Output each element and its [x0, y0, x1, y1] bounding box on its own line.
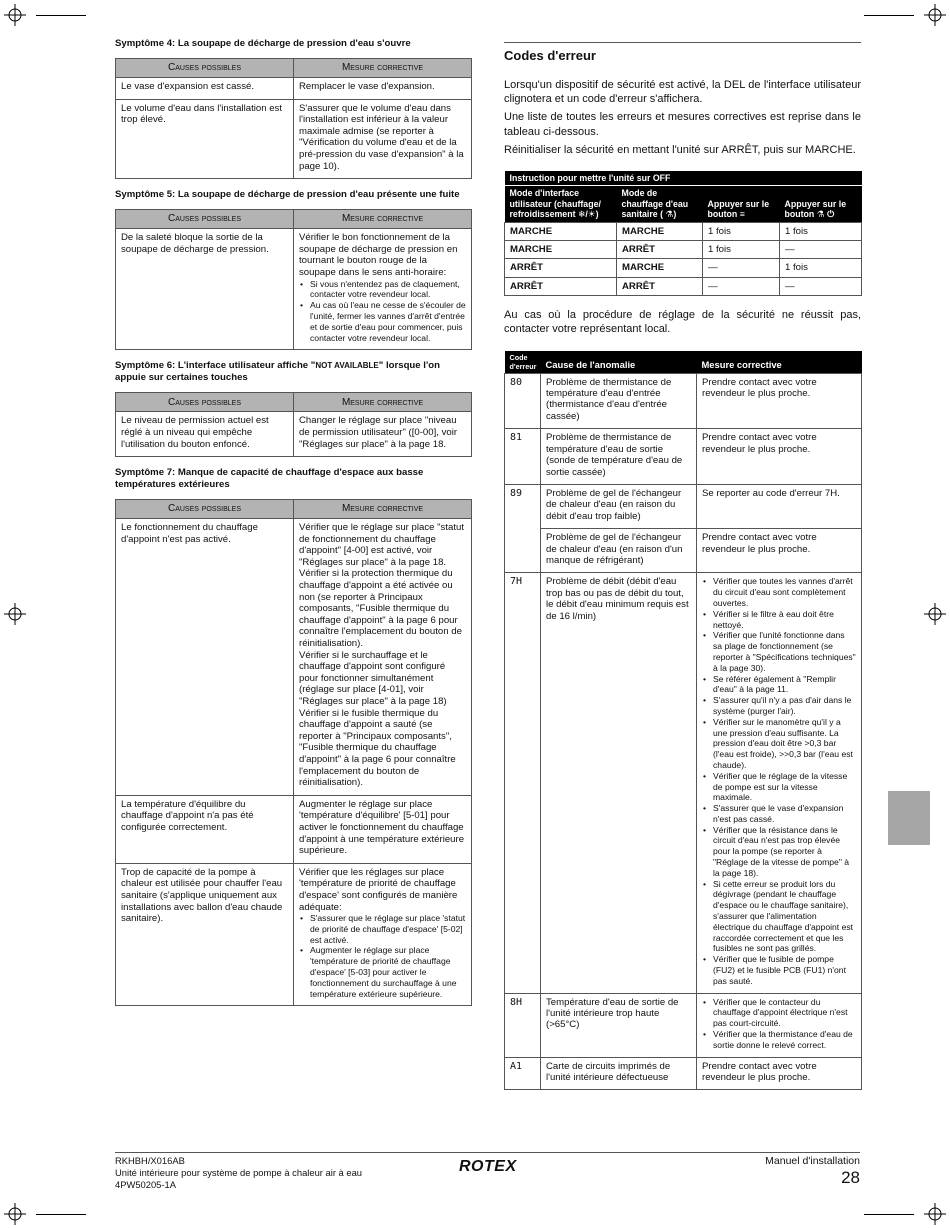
table-row: De la saleté bloque la sortie de la soupape de décharge de pression. Vérifier le bon fonctionnement de la soupape de décharge de pression en tournant le bouton rouge de la soupape dans le sens anti-horaire: • Si vous n'entendez pas de claquement, contacter votre revendeur local. • Au cas où l'eau ne cesse de s'écouler de l'unité, fermer les vannes d'arrêt d'entrée et de sortie d'eau pour commencer, puis contacter votre revendeur local. — [116, 229, 472, 350]
paragraph: Au cas où la procédure de réglage de la sécurité ne réussit pas, contacter votre représentant local. — [504, 309, 861, 336]
table-row: 8H Température d'eau de sortie de l'unité intérieure trop haute (>65°C) • Vérifier que le contacteur du chauffage d'appoint électrique n'est pas court-circuité. • Vérifier que la thermistance d'eau de sortie donne le relevé correct. — [505, 993, 862, 1057]
list-item: • Vérifier sur le manomètre qu'il y a une pression d'eau suffisante. La pression d'eau doit être >0,3 bar (l'eau est froide), >>0,3 bar (l'eau est chaude). — [702, 717, 856, 771]
table-row: ARRÊT ARRÊT — — — [505, 277, 862, 295]
page-number: 28 — [841, 1168, 860, 1187]
table-row: 81 Problème de thermistance de température d'eau de sortie (sonde de température d'eau de sortie cassée) Prendre contact avec votre revendeur le plus proche. — [505, 429, 862, 485]
list-item: • Vérifier que toutes les vannes d'arrêt du circuit d'eau sont complètement ouvertes. — [702, 576, 856, 608]
left-column — [115, 38, 471, 1016]
registration-mark-icon — [924, 603, 946, 625]
off-instruction-table: Instruction pour mettre l'unité sur OFF Mode d'interface utilisateur (chauffage/ refroidissement ❄/☀) Mode de chauffage d'eau sanitaire ( ⚗) Appuyer sur le bouton ≡ Appuyer sur le bouton ⚗ ⏻ MARCHE MARCHE 1 fois 1 fois MARCHE ARRÊT 1 fois — ARRÊT MARCHE — 1 fois ARRÊT ARRÊT — — — [504, 171, 862, 296]
footer-left — [115, 1155, 362, 1190]
list-item: • Vérifier si le filtre à eau doit être nettoyé. — [702, 609, 856, 631]
table-row: Le vase d'expansion est cassé. Remplacer le vase d'expansion. — [116, 78, 472, 100]
document-reference: 4PW50205-1A — [115, 1178, 176, 1190]
bullet-list — [299, 279, 466, 344]
list-item: • S'assurer que le vase d'expansion n'est pas cassé. — [702, 803, 856, 825]
col-header-fix: Mesure corrective — [294, 500, 472, 519]
symptom-5-title: Symptôme 5: La soupape de décharge de pression d'eau présente une fuite — [115, 189, 460, 201]
col-header-causes: Causes possibles — [116, 500, 294, 519]
table-row: ARRÊT MARCHE — 1 fois — [505, 259, 862, 277]
table-row: 80 Problème de thermistance de température d'eau d'entrée (thermistance d'eau d'entrée cassée) Prendre contact avec votre revendeur le plus proche. — [505, 373, 862, 429]
bullet-list — [702, 997, 856, 1051]
col-header-fix: Mesure corrective — [294, 210, 472, 229]
list-item: • Vérifier que l'unité fonctionne dans sa plage de fonctionnement (se reporter à "Spécifications techniques" à la page 30). — [702, 630, 856, 673]
table-row: Le fonctionnement du chauffage d'appoint n'est pas activé. Vérifier que le réglage sur place "statut de fonctionnement du chauffage d'appoint" [4-00] est activé, voir "Réglages sur place" à la page 18. Vérifier si la protection thermique du chauffage d'appoint a été activée ou non (se reporter à Principaux composants, "Fusible thermique du chauffage d'appoint" à la page 6 pour connaître l'emplacement du bouton de réinitialisation). Vérifier si le surchauffage et le chauffage d'appoint sont configuré pour fonctionner simultanément (réglage sur place [4-01], voir "Réglages sur place" à la page 18) Vérifier si le fusible thermique du chauffage d'appoint a sauté (se reporter à "Principaux composants", "Fusible thermique du chauffage d'appoint" à la page 6 pour connaître l'emplacement du bouton de réinitialisation). — [116, 519, 472, 796]
paragraph: Réinitialiser la sécurité en mettant l'unité sur ARRÊT, puis sur MARCHE. — [504, 143, 856, 156]
footer-right — [765, 1155, 860, 1188]
table-row: A1 Carte de circuits imprimés de l'unité intérieure défectueuse Prendre contact avec votre revendeur le plus proche. — [505, 1057, 862, 1090]
list-item: • Vérifier que la thermistance d'eau de sortie donne le relevé correct. — [702, 1029, 856, 1051]
section-title: Codes d'erreur — [504, 42, 861, 64]
paragraph: Lorsqu'un dispositif de sécurité est activé, la DEL de l'interface utilisateur clignotera et un code d'erreur s'affichera. — [504, 79, 861, 106]
table-row: MARCHE ARRÊT 1 fois — — [505, 241, 862, 259]
chapter-thumb-tab — [888, 791, 930, 845]
symptom-6-title: Symptôme 6: L'interface utilisateur affiche "NOT AVAILABLE" lorsque l'on appuie sur certaines touches — [115, 360, 440, 384]
table-row: Le volume d'eau dans l'installation est trop élevé. S'assurer que le volume d'eau dans l'installation est inférieur à la valeur maximale admise (se reporter à "Vérification du volume d'eau et de la pré-pression du vase d'expansion" à la page 10). — [116, 99, 472, 179]
symptom-4-table — [115, 58, 472, 179]
registration-mark-icon — [4, 1203, 26, 1225]
symptom-7-title: Symptôme 7: Manque de capacité de chauffage d'espace aux basse températures extérieures — [115, 467, 424, 491]
table-row: La température d'équilibre du chauffage d'appoint n'a pas été configurée correctement. Augmenter le réglage sur place 'température d'équilibre' [5-01] pour activer le fonctionnement du chauffage d'appoint à une température extérieure supérieure. — [116, 795, 472, 863]
rotex-logo: ROTEX — [459, 1158, 517, 1175]
list-item: • Vérifier que le réglage de la vitesse de pompe est sur la vitesse maximale. — [702, 771, 856, 803]
list-item: • Vérifier que le fusible de pompe (FU2) et le fusible PCB (FU1) n'ont pas sauté. — [702, 954, 856, 986]
manual-title: Manuel d'installation — [765, 1155, 860, 1167]
list-item: • Si vous n'entendez pas de claquement, contacter votre revendeur local. — [299, 279, 466, 301]
col-header-causes: Causes possibles — [116, 393, 294, 412]
table-row: 7H Problème de débit (débit d'eau trop bas ou pas de débit du tout, le débit d'eau minimum requis est de 16 l/min) • Vérifier que toutes les vannes d'arrêt du circuit d'eau sont complètement ouvertes. • Vérifier si le filtre à eau doit être nettoyé. • Vérifier que l'unité fonctionne dans sa plage de fonctionnement (se reporter à "Spécifications techniques" à la page 30). • Se référer également à "Remplir d'eau" à la page 11. • S'assurer qu'il n'y a pas d'air dans le système (purger l'air). • Vérifier sur le manomètre qu'il y a une pression d'eau suffisante. La pression d'eau doit être >0,3 bar (l'eau est froide), >>0,3 bar (l'eau est chaude). • Vérifier que le réglage de la vitesse de pompe est sur la vitesse maximale. • S'assurer que le vase d'expansion n'est pas cassé. • Vérifier que la résistance dans le circuit d'eau n'est pas trop élevée pour la pompe (se reporter à "Réglage de la vitesse de pompe" à la page 18). • Si cette erreur se produit lors du dégivrage (pendant le chauffage d'espace ou le chauffage sanitaire), s'assurer que l'alimentation électrique du chauffage d'appoint est raccordée correctement et que les fusibles ne sont pas grillés. • Vérifier que le fusible de pompe (FU2) et le fusible PCB (FU1) n'ont pas sauté. — [505, 573, 862, 993]
crop-line — [864, 1214, 914, 1215]
list-item: • Vérifier que la résistance dans le circuit d'eau n'est pas trop élevée pour la pompe (se reporter à "Réglage de la vitesse de pompe" à la page 18). — [702, 825, 856, 879]
col-header-fix: Mesure corrective — [294, 59, 472, 78]
table-row: 89 Problème de gel de l'échangeur de chaleur d'eau (en raison du débit d'eau trop faible) Se reporter au code d'erreur 7H. — [505, 484, 862, 528]
symptom-5-table — [115, 209, 472, 350]
right-column — [504, 38, 861, 1090]
table-row: Problème de gel de l'échangeur de chaleur d'eau (en raison d'un manque de réfrigérant) Prendre contact avec votre revendeur le plus proche. — [505, 529, 862, 573]
error-code-table: Code d'erreur Cause de l'anomalie Mesure corrective 80 Problème de thermistance de température d'eau d'entrée (thermistance d'eau d'entrée cassée) Prendre contact avec votre revendeur le plus proche. 81 Problème de thermistance de température d'eau de sortie (sonde de température d'eau de sortie cassée) Prendre contact avec votre revendeur le plus proche. 89 Problème de gel de l'échangeur de chaleur d'eau (en raison du débit d'eau trop faible) Se reporter au code d'erreur 7H. Problème de gel de l'échangeur de chaleur d'eau (en raison d'un manque de réfrigérant) Prendre contact avec votre revendeur le plus proche. 7H Problème de débit (débit d'eau trop bas ou pas de débit du tout, le débit d'eau minimum requis est de 16 l/min) • Vérifier que toutes les vannes d'arrêt du circuit d'eau sont complètement ouvertes. • Vérifier si le filtre à eau doit être nettoyé. • Vérifier que l'unité fonctionne dans sa plage de fonctionnement (se reporter à "Spécifications techniques" à la page 30). • Se référer également à "Remplir d'eau" à la page 11. • S'assurer qu'il n'y a pas d'air dans le système (purger l'air). • Vérifier sur le manomètre qu'il y a une pression d'eau suffisante. La pression d'eau doit être >0,3 bar (l'eau est froide), >>0,3 bar (l'eau est chaude). • Vérifier que le réglage de la vitesse de pompe est sur la vitesse maximale. • S'assurer que le vase d'expansion n'est pas cassé. • Vérifier que la résistance dans le circuit d'eau n'est pas trop élevée pour la pompe (se reporter à "Réglage de la vitesse de pompe" à la page 18). • Si cette erreur se produit lors du dégivrage (pendant le chauffage d'espace ou le chauffage sanitaire), s'assurer que l'alimentation électrique du chauffage d'appoint est raccordée correctement et que les fusibles ne sont pas grillés. • Vérifier que le fusible de pompe (FU2) et le fusible PCB (FU1) n'ont pas sauté. 8H Température d'eau de sortie de l'unité intérieure trop haute (>65°C) • Vérifier que le contacteur du chauffage d'appoint électrique n'est pas court-circuité. • Vérifier que la thermistance d'eau de sortie donne le relevé correct. A1 Carte de circuits imprimés de l'unité intérieure défectueuse Prendre contact avec votre revendeur le plus proche. — [504, 351, 862, 1091]
crop-line — [864, 15, 914, 16]
table-row: Le niveau de permission actuel est réglé à un niveau qui empêche l'utilisation du bouton enfoncé. Changer le réglage sur place "niveau de permission utilisateur" ([0-00], voir "Réglages sur place" à la page 18. — [116, 412, 472, 457]
list-item: • Si cette erreur se produit lors du dégivrage (pendant le chauffage d'espace ou le chauffage sanitaire), s'assurer que l'alimentation électrique du chauffage d'appoint est raccordée correctement et que les fusibles ne sont pas grillés. — [702, 879, 856, 955]
registration-mark-icon — [924, 4, 946, 26]
table-row: MARCHE MARCHE 1 fois 1 fois — [505, 222, 862, 240]
registration-mark-icon — [924, 1203, 946, 1225]
list-item: • Se référer également à "Remplir d'eau" à la page 11. — [702, 674, 856, 696]
list-item: • Au cas où l'eau ne cesse de s'écouler de l'unité, fermer les vannes d'arrêt d'entrée et de sortie d'eau pour commencer, puis contacter votre revendeur local. — [299, 300, 466, 343]
crop-line — [36, 1214, 86, 1215]
paragraph: Une liste de toutes les erreurs et mesures correctives est reprise dans le tableau ci-dessous. — [504, 111, 861, 138]
col-header-fix: Mesure corrective — [294, 393, 472, 412]
col-header-causes: Causes possibles — [116, 210, 294, 229]
bullet-list — [702, 576, 856, 986]
list-item: • S'assurer que le réglage sur place 'statut de priorité de chauffage d'espace' [5-02] est activé. — [299, 913, 466, 945]
registration-mark-icon — [4, 4, 26, 26]
col-header-causes: Causes possibles — [116, 59, 294, 78]
table-caption: Instruction pour mettre l'unité sur OFF — [505, 171, 862, 186]
symptom-6-table — [115, 392, 472, 457]
registration-mark-icon — [4, 603, 26, 625]
list-item: • S'assurer qu'il n'y a pas d'air dans le système (purger l'air). — [702, 695, 856, 717]
crop-line — [36, 15, 86, 16]
table-row: Trop de capacité de la pompe à chaleur est utilisée pour chauffer l'eau sanitaire (s'applique uniquement aux installations avec ballon d'eau chaude sanitaire). Vérifier que les réglages sur place 'température de priorité de chauffage d'espace' sont configurés de manière adéquate: • S'assurer que le réglage sur place 'statut de priorité de chauffage d'espace' [5-02] est activé. • Augmenter le réglage sur place 'température de priorité de chauffage d'espace' [5-03] pour activer le fonctionnement du surchauffage à une température extérieure supérieure. — [116, 863, 472, 1006]
bullet-list — [299, 913, 466, 999]
symptom-7-table — [115, 499, 472, 1006]
product-description: Unité intérieure pour système de pompe à chaleur air à eau — [115, 1166, 363, 1178]
footer-rule — [115, 1152, 860, 1153]
model-code: RKHBH/X016AB — [115, 1155, 185, 1166]
list-item: • Augmenter le réglage sur place 'température de priorité de chauffage d'espace' [5-03] pour activer le fonctionnement du surchauffage à une température extérieure supérieure. — [299, 945, 466, 999]
symptom-4-title: Symptôme 4: La soupape de décharge de pression d'eau s'ouvre — [115, 38, 411, 49]
list-item: • Vérifier que le contacteur du chauffage d'appoint électrique n'est pas court-circuité. — [702, 997, 856, 1029]
